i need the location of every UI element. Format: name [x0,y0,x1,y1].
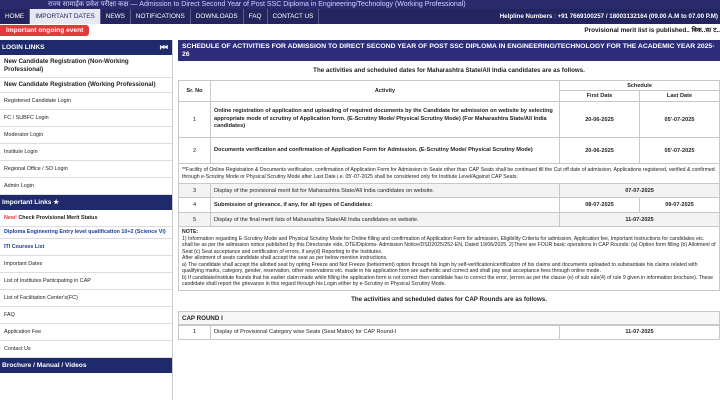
row-last-date: 05'-07-2025 [640,102,720,138]
ongoing-event-badge: Important ongoing event [0,25,89,36]
row-last-date: 09-07-2025 [640,198,720,213]
nav-faq[interactable]: FAQ [244,9,268,24]
helpline-label: Helpline Numbers [499,13,553,20]
row-first-date: 20-06-2025 [560,138,640,164]
row-activity: Documents verification and confirmation of Application Form for Admission. (E-Scrutiny Mode/ Physical Scrutiny Mode) [211,138,560,164]
sidebar-item-regional-office-login[interactable]: Regional Office / SO Login [0,161,172,178]
nav-contact-us[interactable]: CONTACT US [268,9,320,24]
table-row [179,102,720,138]
notes-heading: NOTE: [182,229,199,235]
sidebar-item-moderator-login[interactable]: Moderator Login [0,127,172,144]
table-row [179,138,720,164]
sidebar-item-registered-login[interactable]: Registered Candidate Login [0,93,172,110]
nav-home[interactable]: HOME [0,9,30,24]
row-sr: 4 [179,198,211,213]
col-header-sr: Sr. No [179,81,211,102]
login-links-header [0,40,172,55]
row-first-date: 20-06-2025 [560,102,640,138]
cap-subtitle: The activities and scheduled dates for CAP Rounds are as follows. [351,295,547,303]
important-links-title: Important Links ★ [2,199,60,206]
col-header-activity: Activity [211,81,560,102]
sidebar-item-entry-qualification[interactable]: Diploma Engineering Entry level qualification 10+2 (Science VI) [0,227,172,239]
nav-important-dates[interactable]: IMPORTANT DATES [30,9,101,24]
news-ticker[interactable]: Provisional merit list is published.. बिक..स/ ट.. [584,27,720,34]
row-sr: 3 [179,184,211,198]
table-row [179,198,720,213]
sidebar-item-institutes-list[interactable]: List of Institutes Participating in CAP [0,273,172,290]
login-links-title: LOGIN LINKS [2,44,45,51]
notes-section [178,227,720,291]
row-date: 11-07-2025 [560,213,720,227]
row-first-date: 08-07-2025 [560,198,640,213]
nav-downloads[interactable]: DOWNLOADS [191,9,244,24]
nav-news[interactable]: NEWS [101,9,131,24]
sidebar-item-application-fee[interactable]: Application Fee [0,324,172,341]
row-activity: Display of Provisional Category wise Seats (Seat Matrix) for CAP Round-I [211,325,560,339]
sidebar-item-label: Check Provisional Merit Status [18,215,98,221]
helpline: Helpline Numbers : +91 7669100257 / 18003132164 (09.00 A.M to 07.00 P.M) [499,13,718,20]
nav-notifications[interactable]: NOTIFICATIONS [131,9,191,24]
sidebar-item-new-registration-working[interactable]: New Candidate Registration (Working Professional) [0,78,172,93]
row-date: 07-07-2025 [560,184,720,198]
sidebar-item-iti-courses[interactable]: ITI Courses List [0,239,172,256]
cap-round-header: CAP ROUND I [178,311,720,325]
sidebar-item-important-dates[interactable]: Important Dates [0,256,172,273]
note-line: a) The candidate shall accept the allotted seat by opting Freeze and Not Freeze (betterment) option through his login by self-verification/certification of his claims and documents uploaded to substantiate his claims related with qualifying marks, category, gender, reservation, other reservations etc. made in his application form are authentic and correct and shall pay seat acceptance fees through online mode. [182,261,698,274]
helpline-numbers[interactable]: +91 7669100257 / 18003132164 [557,13,648,20]
col-header-first-date: First Date [560,91,640,102]
main-content [178,40,720,400]
sidebar-item-admin-login[interactable]: Admin Login [0,178,172,195]
sidebar-item-new-registration-nonworking[interactable]: New Candidate Registration (Non-Working Professional) [0,55,172,78]
page-title: SCHEDULE OF ACTIVITIES FOR ADMISSION TO DIRECT SECOND YEAR OF POST SSC DIPLOMA IN ENGINEERING/TECHNOLOGY FOR THE ACADEMIC YEAR 2025-26 [178,40,720,61]
double-chevron-left-icon[interactable]: ⏮ [159,42,168,52]
sidebar-item-fc-login[interactable]: FC / SUBFC Login [0,110,172,127]
sidebar [0,40,173,400]
row-last-date: 05'-07-2025 [640,138,720,164]
schedule-subtitle: The activities and scheduled dates for Maharashtra State/All India candidates are as follows. [313,67,585,74]
table-row [179,213,720,227]
note-line: b) If candidate/institute founds that his earlier claim made while filling the application form is not correct then candidate has to correct the error, (errors as per the clause (e) of sub rule(4) of rule 9 given in information brochure). These candidate shall report the grievance in this regard through his Login either by e-Scrutiny or Physical Scrutiny Mode. [182,274,714,287]
note-line: 1) Information regarding E-Scrutiny Mode and Physical Scrutiny Mode for Online filling and confirmation of Application Form for admission, Eligibility Criteria for admission, Application fee, Important Instructions for candidates etc. shall be as per the admission notice published by this Directorate vide, DTE/Diploma- Admission Notice/DSD2025/252-EN, Dated 19/06/2025. 2)There are FOUR basic operations in CAP Rounds: (a) Option form filling (b) Allotment of Seat (c) Seat acceptance and certification of errors, if any(d) Reporting to the Institutes. [182,235,716,255]
top-navbar [0,9,720,24]
sidebar-item-fc-list[interactable]: List of Facilitation Center's(FC) [0,290,172,307]
row-sr: 2 [179,138,211,164]
table-row [179,325,720,339]
new-badge: New! [4,215,17,221]
important-links-header [0,195,172,210]
sidebar-item-merit-status[interactable] [0,210,172,227]
brochure-title: Brochure / Manual / Videos [2,362,87,369]
row-activity: Display of the final merit lists of Maharashtra State/All India candidates on website. [211,213,560,227]
table-row [179,184,720,198]
row-sr: 1 [179,325,211,339]
row-activity: Display of the provisional merit list for Maharashtra State/All India candidates on website. [211,184,560,198]
row-activity: Online registration of application and uploading of required documents by the Candidate for admission on website by selecting appropriate mode of scrutiny of Application form. (E-Scrutiny Mode/ Physical Scrutiny Mode) (For Maharashtra State/All India candidates) [211,102,560,138]
announcement-bar [0,24,720,37]
cap-table [178,325,720,340]
col-header-schedule: Schedule [560,81,720,91]
row-activity: Submission of grievance, if any, for all types of Candidates: [211,198,560,213]
row-sr: 5 [179,213,211,227]
facility-note: **Facility of Online Registration & Documents verification, confirmation of Application Form for Admission to Seats other than CAP Seats shall be continued till the Cut off date of admission. Applications registered, verified & confirmed through e-Scrutiny Mode or Physical Scrutiny Mode after Last Date i.e. 05'-07-2025 shall be considered only for Institute Level/Against CAP Seats. [179,164,720,184]
brochure-header [0,358,172,373]
schedule-table [178,80,720,227]
col-header-last-date: Last Date [640,91,720,102]
facility-note-row [179,164,720,184]
row-date: 11-07-2025 [560,325,720,339]
note-line: After allotment of seats candidate shall accept the seat as per below mention instructions. [182,255,388,261]
sidebar-item-faq[interactable]: FAQ [0,307,172,324]
sidebar-item-institute-login[interactable]: Institute Login [0,144,172,161]
sidebar-item-contact-us[interactable]: Contact Us [0,341,172,358]
row-sr: 1 [179,102,211,138]
top-banner: राज्य सामाईक प्रवेश परीक्षा कक्ष — Admission to Direct Second Year of Post SSC Diploma in Engineering/Technology (Working Professional) [0,0,720,9]
helpline-hours: (09.00 A.M to 07.00 P.M) [648,13,718,20]
